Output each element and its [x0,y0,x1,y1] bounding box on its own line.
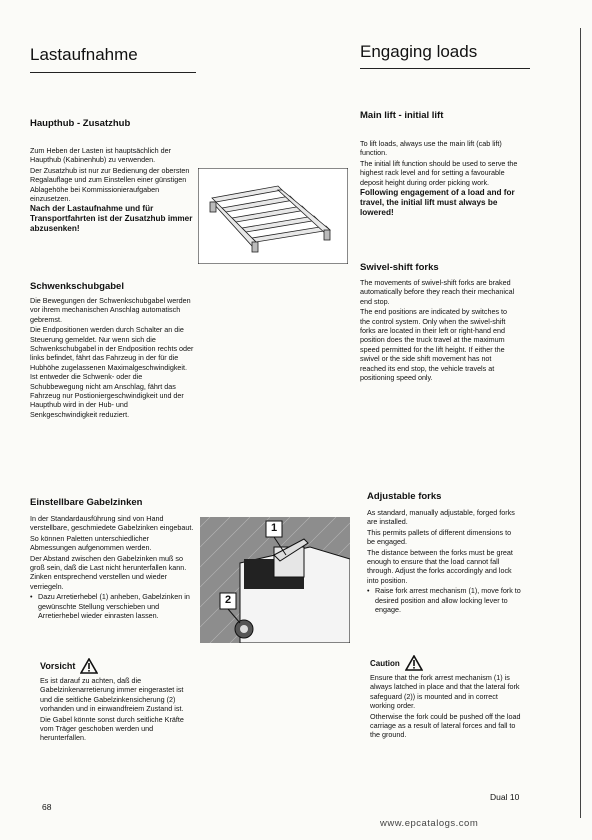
paragraph: Die Bewegungen der Schwenkschubgabel werden vor ihrem mechanischen Anschlag automatisch gebremst. [30,296,191,324]
heading-main-lift: Main lift - initial lift [360,110,444,121]
title-rule-de [30,72,196,73]
text-schwenkschubgabel-de [30,296,196,420]
warning-triangle-icon [405,655,423,671]
bullet-text: Raise fork arrest mechanism (1), move fork to desired position and allow locking lever to engage. [375,586,521,615]
warning-text: Following engagement of a load and for travel, the initial lift must always be lowered! [360,188,515,218]
paragraph: The end positions are indicated by switches to the control system. Only when the swivel-shift forks are located in their left or right-hand end position does the truck travel at the maximum speed permitted for the lift height. If either the swivel or the side shift movement has not reached its end stop, the vehicle travels at positioning speed only. [360,307,508,383]
text-adjustable-forks-en [367,508,521,614]
paragraph: This permits pallets of different dimensions to be engaged. [367,527,512,547]
page-title-en: Engaging loads [360,42,478,61]
callout-1: 1 [270,522,278,534]
paragraph: So können Paletten unterschiedlicher Abmessungen aufgenommen werden. [30,533,152,553]
text-caution-en [370,673,524,741]
model-label: Dual 10 [490,792,520,802]
heading-adjustable-forks: Adjustable forks [367,491,442,502]
warning-triangle-icon [80,658,98,674]
pallet-illustration [198,168,348,264]
page-edge-line [580,28,581,818]
paragraph: The movements of swivel-shift forks are braked automatically before they reach their mechanical end stop. [360,278,515,306]
heading-swivel-shift: Swivel-shift forks [360,262,439,273]
fork-illustration [200,517,350,643]
paragraph: Otherwise the fork could be pushed off the load carriage as a result of lateral forces and fall to the ground. [370,711,521,740]
list-item: • Raise fork arrest mechanism (1), move fork to desired position and allow locking lever to engage. [367,586,521,615]
text-swivel-shift-en [360,278,518,383]
paragraph: The initial lift function should be used to serve the highest rack level and for setting a favourable deposit height during order picking work. [360,158,518,187]
paragraph: Der Abstand zwischen den Gabelzinken muß so groß sein, daß die Last nicht herunterfallen kann. Zinken entsprechend verstellen und wieder verriegeln. [30,553,187,591]
text-main-lift-en [360,139,518,219]
caution-label-de: Vorsicht [40,661,76,671]
paragraph: As standard, manually adjustable, forged forks are installed. [367,508,515,527]
paragraph: To lift loads, always use the main lift (cab lift) function. [360,139,502,158]
paragraph: Zum Heben der Lasten ist hauptsächlich der Haupthub (Kabinenhub) zu verwenden. [30,146,172,165]
page-title-de: Lastaufnahme [30,45,138,64]
heading-gabelzinken: Einstellbare Gabelzinken [30,497,143,508]
paragraph: Der Zusatzhub ist nur zur Bedienung der obersten Regalauflage und zum Einstellen einer günstigen Ablagehöhe bei Kommissionieraufgaben einzusetzen. [30,165,190,204]
caution-heading-en [370,655,423,671]
paragraph: Die Endpositionen werden durch Schalter an die Steuerung gemeldet. Nur wenn sich die Schwenkschubgabel in der Endposition rechts oder links befindet, fährt das Fahrzeug in der für die Hubhöhe zugelassenen Maximalgeschwindigkeit. Ist entweder die Schwenk- oder die Schubbewegung nicht am Anschlag, fährt das Fahrzeug nur Postioniergeschwindigkeit und der Haupthub wird in der Hub- und Senkgeschwindigkeit reduziert. [30,325,194,419]
watermark: www.epcatalogs.com [380,818,479,829]
text-caution-de [40,676,196,744]
paragraph: In der Standardausführung sind von Hand verstellbare, geschmiedete Gabelzinken eingebaut. [30,514,194,533]
paragraph: The distance between the forks must be great enough to ensure that the load cannot fall through. Adjust the forks accordingly and lock into position. [367,547,513,585]
text-haupthub-de [30,146,196,235]
caution-label-en: Caution [370,658,400,668]
page-number: 68 [42,802,52,812]
callout-2: 2 [224,594,232,606]
text-gabelzinken-de [30,514,196,620]
heading-schwenkschubgabel: Schwenkschubgabel [30,281,124,292]
bullet-text: Dazu Arretierhebel (1) anheben, Gabelzinken in gewünschte Stellung verschieben und Arretierhebel wieder einrasten lassen. [38,592,190,621]
caution-heading-de [40,658,98,674]
paragraph: Es ist darauf zu achten, daß die Gabelzinkenarretierung immer eingerastet ist und die seitliche Gabelzinkensicherung (2) vorhanden und in einwandfreiem Zustand ist. [40,676,184,714]
warning-text: Nach der Lastaufnahme und für Transportfahrten ist der Zusatzhub immer abzusenken! [30,204,193,234]
list-item: • Dazu Arretierhebel (1) anheben, Gabelzinken in gewünschte Stellung verschieben und Arretierhebel wieder einrasten lassen. [30,592,196,620]
title-rule-en [360,68,530,69]
heading-haupthub: Haupthub - Zusatzhub [30,118,131,129]
paragraph: Ensure that the fork arrest mechanism (1) is always latched in place and that the lateral fork safeguard (2)) is mounted and in correct working order. [370,673,520,711]
paragraph: Die Gabel könnte sonst durch seitliche Kräfte vom Träger geschoben werden und herunterfallen. [40,714,184,743]
